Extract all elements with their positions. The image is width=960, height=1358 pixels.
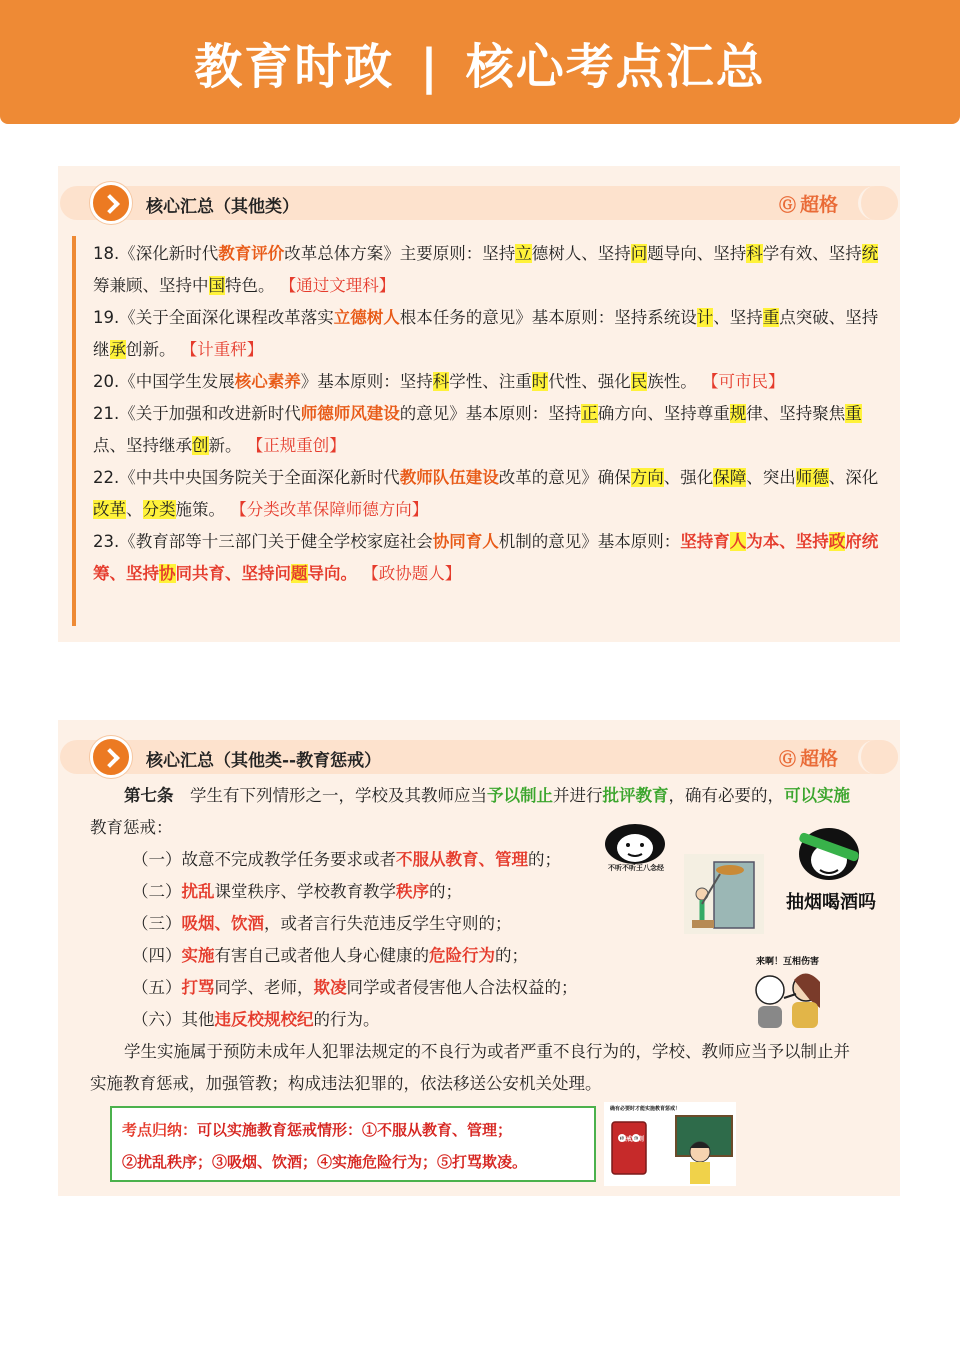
list-item: （三）吸烟、饮酒，或者言行失范违反学生守则的；: [132, 914, 512, 933]
g-logo-icon: Ⓖ: [778, 750, 796, 770]
cartoon-door-icon: [684, 854, 764, 934]
page-title: [0, 28, 960, 97]
list-item: 22.《中共中央国务院关于全面深化新时代教师队伍建设改革的意见》确保方向、强化保障、突出师德、深化改革、分类施策。 【分类改革保障师德方向】: [93, 468, 879, 519]
list-item: （一）故意不完成教学任务要求或者不服从教育、管理的；: [132, 850, 561, 869]
list-item: 18.《深化新时代教育评价改革总体方案》主要原则：坚持立德树人、坚持问题导向、坚持科学有效、坚持统筹兼顾、坚持中国特色。 【通过文理科】: [93, 244, 879, 295]
list-item: 19.《关于全面深化课程改革落实立德树人根本任务的意见》基本原则：坚持系统设计、坚持重点突破、坚持继承创新。 【计重秤】: [93, 308, 879, 359]
decorative-pill: [858, 186, 898, 220]
article-text: 第七条 学生有下列情形之一，学校及其教师应当予以制止并进行批评教育，确有必要的，可以实施教育惩戒：: [90, 786, 850, 837]
page-header: [0, 0, 960, 124]
title-left: 教育时政: [194, 39, 395, 95]
fight-cartoon-icon: [748, 968, 832, 1032]
title-right: 核心考点汇总: [465, 39, 766, 95]
meme-caption: 不听不听王八念经: [608, 864, 664, 872]
section-title: 核心汇总（其他类--教育惩戒）: [146, 751, 382, 771]
list-item: （五）打骂同学、老师，欺凌同学或者侵害他人合法权益的；: [132, 978, 578, 997]
book-title: 惩戒规则: [620, 1136, 645, 1143]
chevron-right-icon: [90, 736, 132, 778]
summary-line-1: 可以实施教育惩戒情形：①不服从教育、管理；: [197, 1121, 513, 1139]
section-title-bar: [60, 740, 898, 774]
title-separator: |: [420, 39, 440, 95]
teacher-cartoon-icon: [604, 1102, 736, 1186]
section-title-bar: [60, 186, 898, 220]
summary-line-2: ②扰乱秩序；③吸烟、饮酒；④实施危险行为；⑤打骂欺凌。: [122, 1153, 528, 1171]
meme-face-icon: [600, 822, 670, 884]
list-item: 21.《关于加强和改进新时代师德师风建设的意见》基本原则：坚持正确方向、坚持尊重规律、坚持聚焦重点、坚持继承创新。 【正规重创】: [93, 404, 862, 455]
teacher-caption: 确有必要时才能实施教育惩戒！: [610, 1106, 681, 1112]
fight-caption: 来啊！互相伤害: [756, 957, 820, 967]
brand-logo: Ⓖ 超格: [778, 194, 838, 216]
list-item: 23.《教育部等十三部门关于健全学校家庭社会协同育人机制的意见》基本原则：坚持育人为本、坚持政府统筹、坚持协同共育、坚持问题导向。 【政协题人】: [93, 532, 879, 583]
drinking-meme-icon: [786, 824, 872, 894]
section-card-2: [58, 720, 900, 1196]
accent-line: [72, 236, 76, 626]
section-card-1: [58, 166, 900, 642]
list-item: 20.《中国学生发展核心素养》基本原则：坚持科学性、注重时代性、强化民族性。 【可市民】: [93, 372, 785, 391]
brand-logo: Ⓖ 超格: [778, 748, 838, 770]
closing-text: 学生实施属于预防未成年人犯罪法规定的不良行为或者严重不良行为的，学校、教师应当予以制止并实施教育惩戒，加强管教；构成违法犯罪的，依法移送公安机关处理。: [90, 1042, 850, 1093]
chevron-right-icon: [90, 182, 132, 224]
g-logo-icon: Ⓖ: [778, 196, 796, 216]
list-item: （四）实施有害自己或者他人身心健康的危险行为的；: [132, 946, 528, 965]
smoke-drink-caption: 抽烟喝酒吗: [786, 892, 876, 913]
list-item: （二）扰乱课堂秩序、学校教育教学秩序的；: [132, 882, 462, 901]
decorative-pill: [858, 740, 898, 774]
list-item: （六）其他违反校规校纪的行为。: [132, 1010, 380, 1029]
summary-lead: 考点归纳：: [122, 1121, 198, 1139]
summary-box: [110, 1106, 596, 1182]
section-title: 核心汇总（其他类）: [146, 197, 299, 217]
